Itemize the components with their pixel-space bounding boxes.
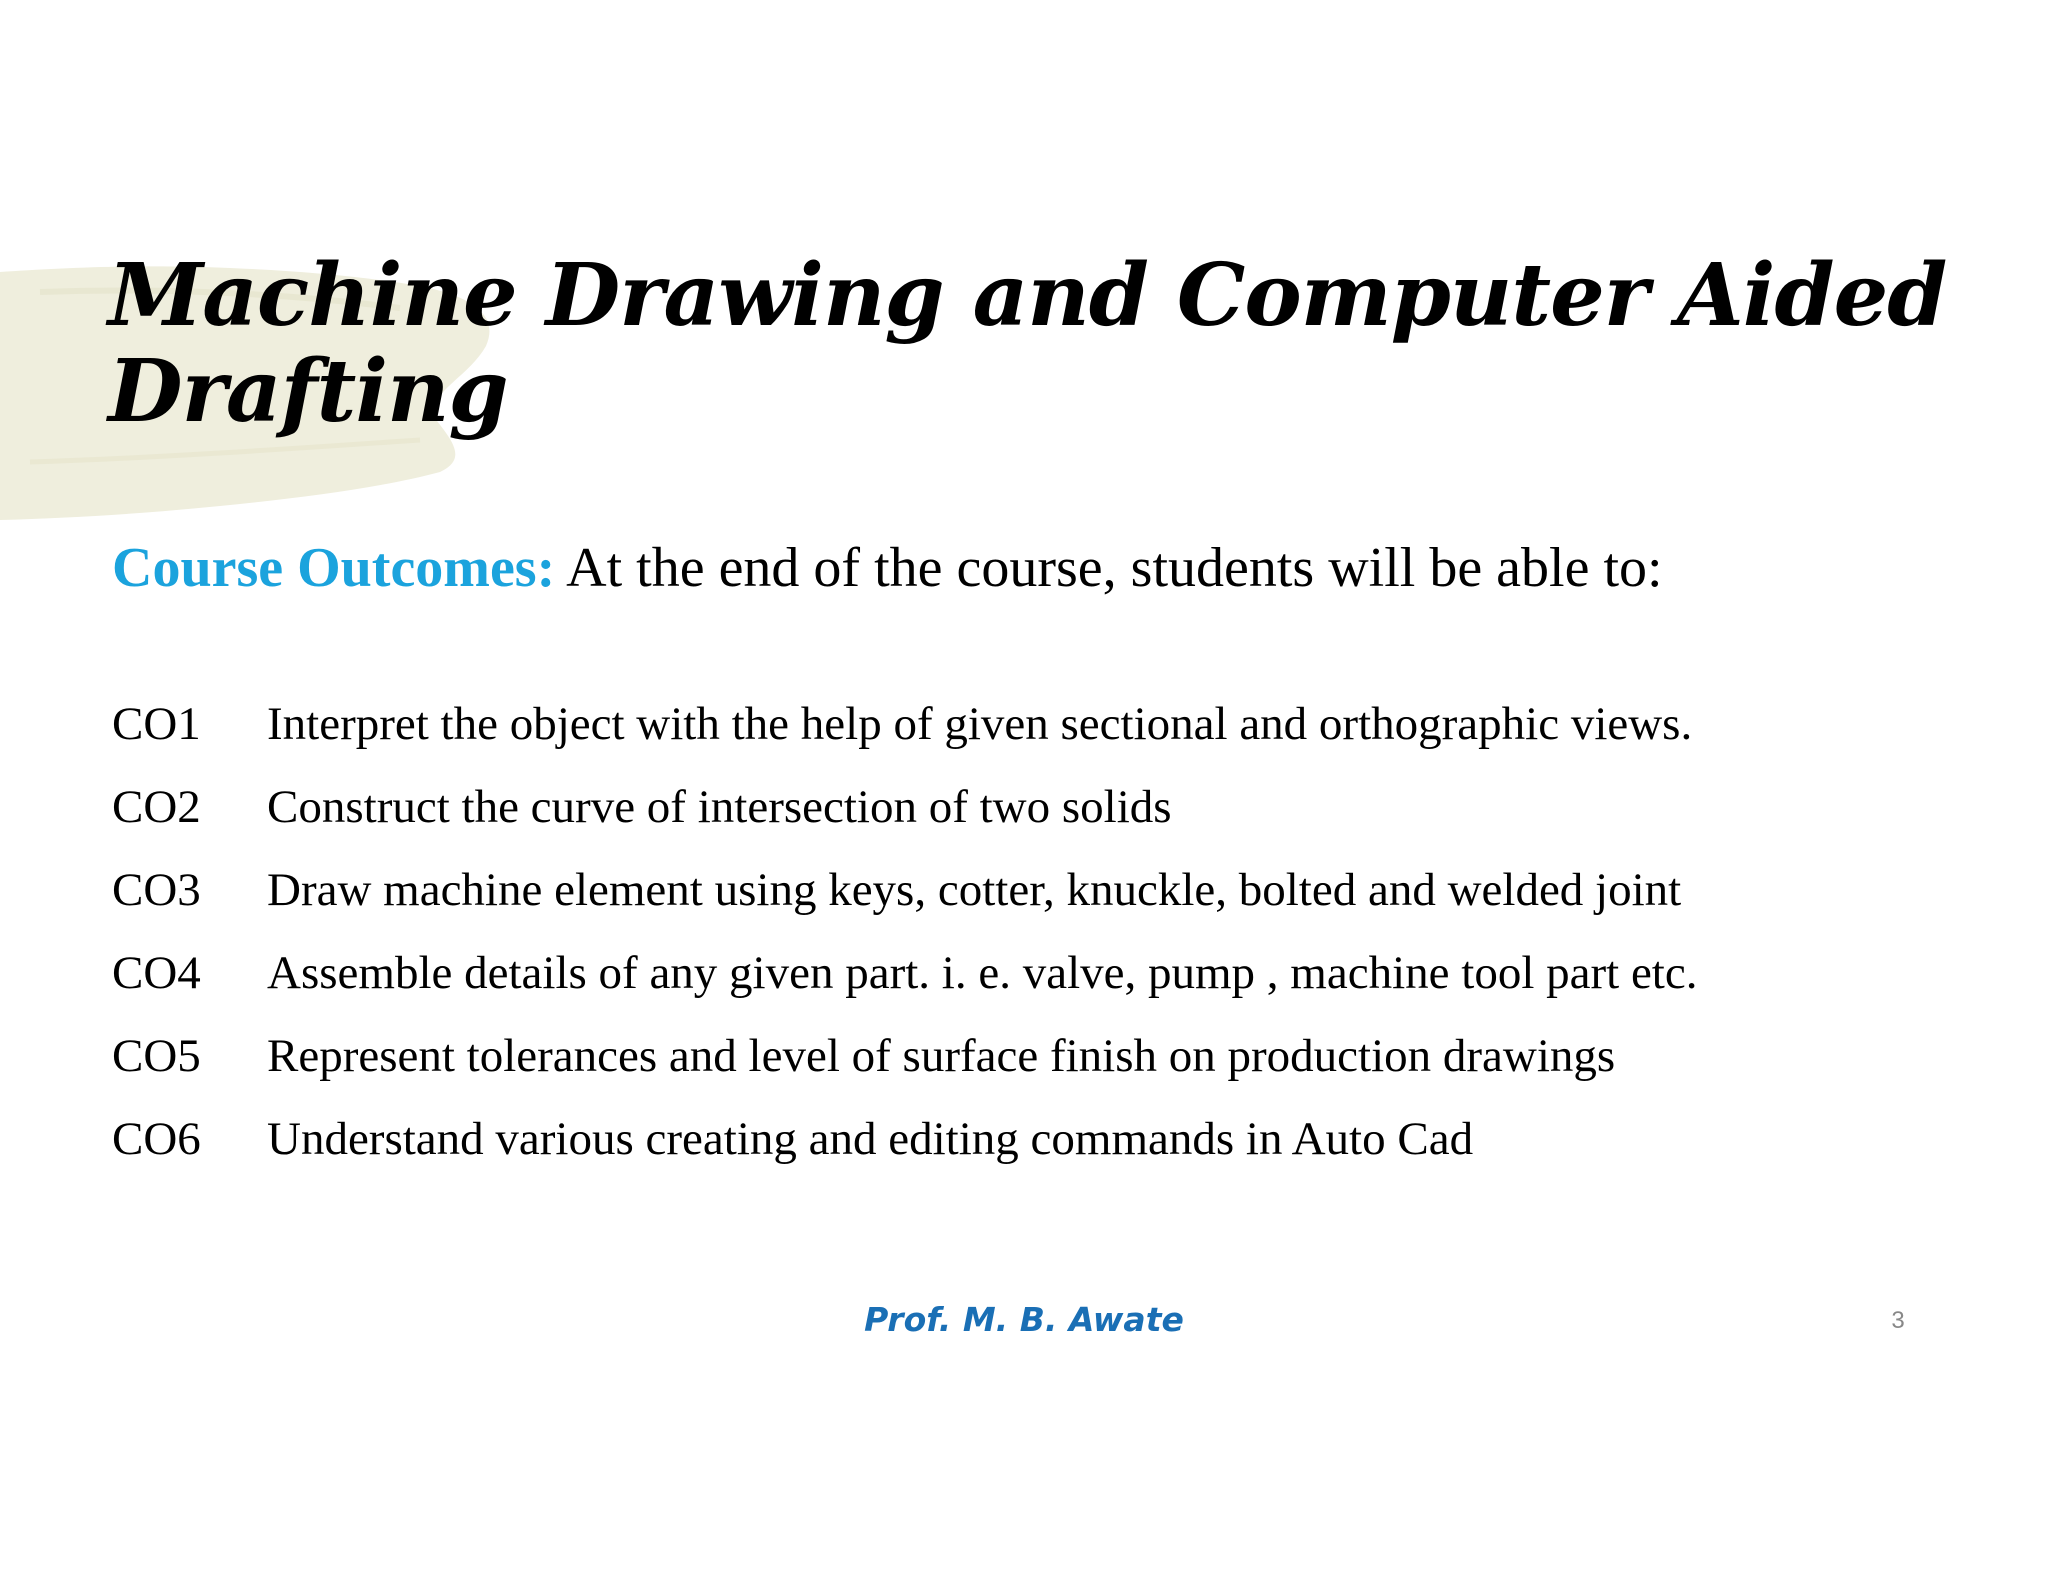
course-outcomes-intro-text: At the end of the course, students will be able to:	[555, 537, 1663, 599]
outcomes-list	[112, 696, 1992, 1194]
outcome-item-co2	[112, 779, 1992, 862]
footer-author: Prof. M. B. Awate	[864, 1300, 1184, 1339]
outcome-code: CO3	[112, 864, 201, 916]
outcome-code: CO4	[112, 947, 201, 999]
outcome-code: CO1	[112, 698, 201, 750]
outcome-code: CO6	[112, 1113, 201, 1165]
course-outcomes-label: Course Outcomes:	[112, 537, 556, 599]
outcome-item-co5	[112, 1028, 1992, 1111]
outcome-item-co1	[112, 696, 1992, 779]
outcome-code: CO5	[112, 1030, 201, 1082]
slide-title: Machine Drawing and Computer Aided Drafting	[108, 245, 1947, 442]
outcome-item-co6	[112, 1111, 1992, 1194]
page-number: 3	[1891, 1307, 1905, 1334]
outcome-text: Assemble details of any given part. i. e. valve, pump , machine tool part etc.	[267, 947, 1698, 999]
outcome-text: Draw machine element using keys, cotter, knuckle, bolted and welded joint	[267, 864, 1682, 916]
outcome-item-co3	[112, 862, 1992, 945]
outcome-code: CO2	[112, 781, 201, 833]
outcome-text: Understand various creating and editing commands in Auto Cad	[267, 1113, 1474, 1165]
outcome-item-co4	[112, 945, 1992, 1028]
outcome-text: Interpret the object with the help of given sectional and orthographic views.	[267, 698, 1693, 750]
course-outcomes-intro	[112, 533, 1663, 603]
outcome-text: Construct the curve of intersection of two solids	[267, 781, 1172, 833]
outcome-text: Represent tolerances and level of surface finish on production drawings	[267, 1030, 1616, 1082]
